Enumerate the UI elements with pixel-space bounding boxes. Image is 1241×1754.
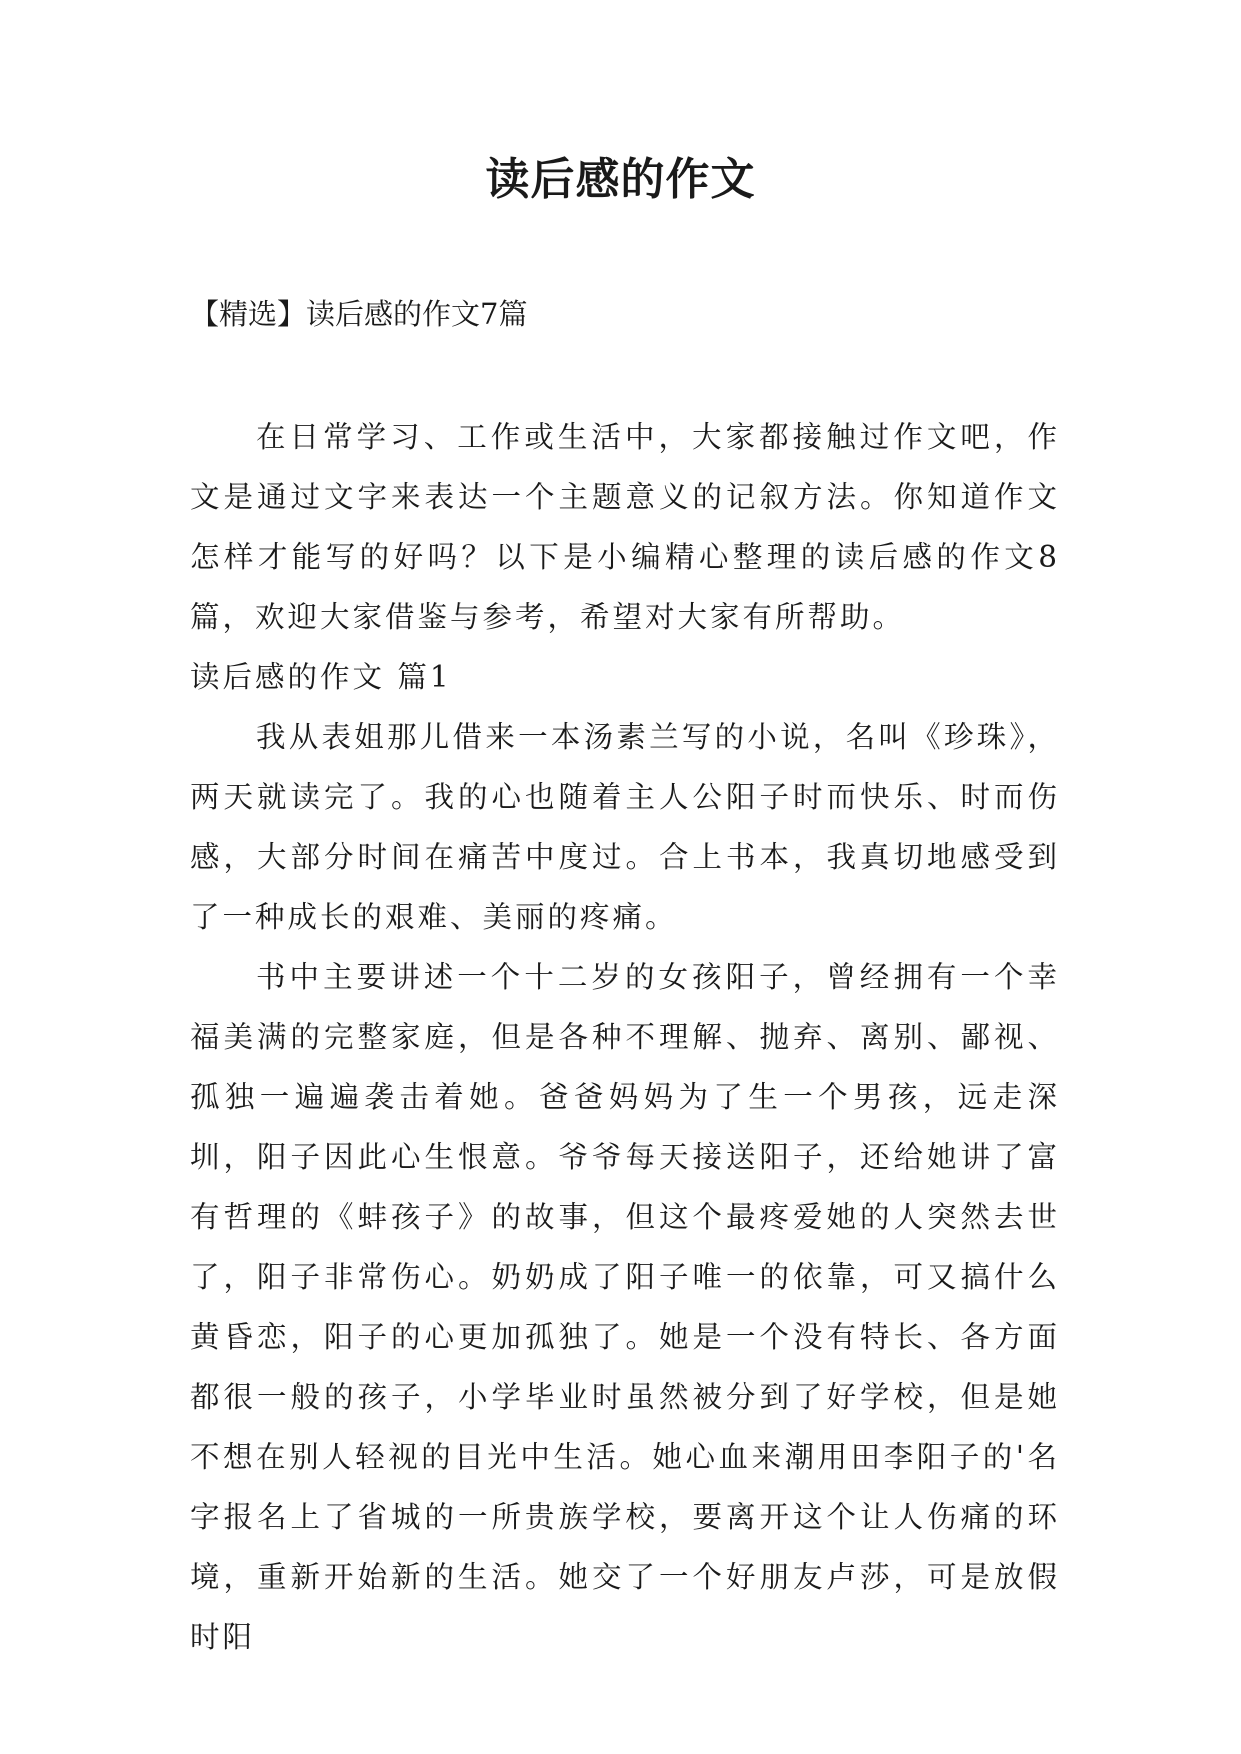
body-paragraph: 我从表姐那儿借来一本汤素兰写的小说，名叫《珍珠》，两天就读完了。我的心也随着主人公阳子时而快乐、时而伤感，大部分时间在痛苦中度过。合上书本，我真切地感受到了一种成长的艰难、美丽的疼痛。 xyxy=(190,720,1060,934)
document-title: 读后感的作文 xyxy=(485,154,756,205)
body-paragraph: 书中主要讲述一个十二岁的女孩阳子，曾经拥有一个幸福美满的完整家庭，但是各种不理解、抛弃、离别、鄙视、孤独一遍遍袭击着她。爸爸妈妈为了生一个男孩，远走深圳，阳子因此心生恨意。爷爷每天接送阳子，还给她讲了富有哲理的《蚌孩子》的故事，但这个最疼爱她的人突然去世了，阳子非常伤心。奶奶成了阳子唯一的依靠，可又搞什么黄昏恋，阳子的心更加孤独了。她是一个没有特长、各方面都很一般的孩子，小学毕业时虽然被分到了好学校，但是她不想在别人轻视的目光中生活。她心血来潮用田李阳子的'名字报名上了省城的一所贵族学校，要离开这个让人伤痛的环境，重新开始新的生活。她交了一个好朋友卢莎，可是放假时阳 xyxy=(190,960,1060,1654)
section-heading: 读后感的作文 篇1 xyxy=(190,660,452,694)
document-body xyxy=(190,407,1060,1667)
intro-paragraph: 在日常学习、工作或生活中，大家都接触过作文吧，作文是通过文字来表达一个主题意义的记叙方法。你知道作文怎样才能写的好吗？以下是小编精心整理的读后感的作文8篇，欢迎大家借鉴与参考，希望对大家有所帮助。 xyxy=(190,420,1060,634)
document-subtitle: 【精选】读后感的作文7篇 xyxy=(190,297,528,331)
